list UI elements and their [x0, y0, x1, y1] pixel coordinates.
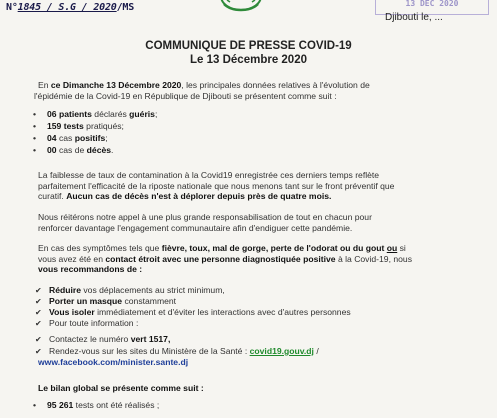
para2-line1: La faiblesse de taux de contamination à la Covid19 enregistrée ces derniers temps reflète	[38, 170, 380, 180]
intro-date: ce Dimanche 13 Décembre 2020	[50, 80, 182, 90]
contact-item	[35, 346, 319, 358]
intro-text-1: En	[38, 80, 51, 90]
bilan-heading	[38, 383, 478, 394]
city-date-line: Djibouti le, ...	[385, 12, 443, 23]
para4-contact: contact étroit avec une personne diagnostiquée positive	[105, 253, 336, 264]
ref-suffix: /MS	[116, 2, 135, 13]
rec-rest: Pour toute information :	[49, 318, 139, 328]
rec-rest: vos déplacements au strict minimum,	[81, 285, 225, 295]
intro-text-3: l'épidémie de la Covid-19 en République de Djibouti se présentent comme suit :	[34, 90, 337, 101]
rec-bold: Porter un masque	[49, 296, 123, 306]
rec-bold: Vous isoler	[49, 307, 95, 317]
recommendation-item	[35, 307, 351, 319]
para3-line1: Nous réitérons notre appel à une plus grande responsabilisation de tout en chacun pour	[38, 212, 372, 222]
stat-end: .	[111, 145, 114, 155]
symptoms-paragraph	[38, 243, 478, 275]
received-date-stamp: 13 DEC 2020	[375, 0, 489, 15]
intro-paragraph	[34, 80, 478, 101]
checkmark-icon: ✔	[35, 319, 42, 328]
contact-item	[35, 334, 170, 346]
facebook-line	[38, 357, 478, 368]
bilan-title: Le bilan global se présente comme suit :	[38, 383, 204, 393]
para2-line3a: curatif.	[38, 191, 67, 201]
effectiveness-paragraph	[38, 170, 478, 202]
republic-emblem-icon	[218, 0, 264, 12]
checkmark-icon: ✔	[35, 335, 42, 344]
stat-strong: positifs	[74, 133, 106, 143]
reference-number	[6, 2, 134, 13]
checkmark-icon: ✔	[35, 297, 42, 306]
checkmark-icon: ✔	[35, 347, 42, 356]
green-number: vert 1517,	[130, 334, 171, 344]
covid-website-link[interactable]: covid19.gouv.dj	[249, 346, 314, 356]
recommendation-item	[35, 318, 138, 330]
para4-si: si	[397, 243, 406, 253]
stat-num: 06 patients	[47, 109, 92, 119]
para4-symptoms: fièvre, toux, mal de gorge, perte de l'odorat ou du gout	[161, 243, 385, 253]
stat-mid: déclarés	[91, 109, 130, 119]
stat-item: • 04 cas positifs;	[33, 133, 108, 143]
ref-prefix: N°	[6, 2, 18, 13]
bilan-num: 95 261	[47, 400, 74, 410]
para4-text2: vous avez été en	[38, 253, 106, 264]
para4-text: En cas des symptômes tels que	[38, 243, 162, 253]
bilan-rest: tests ont été réalisés ;	[73, 400, 160, 410]
stat-num: 00	[47, 145, 57, 155]
recommendation-item	[35, 285, 225, 297]
facebook-link[interactable]: www.facebook.com/minister.sante.dj	[38, 357, 189, 367]
stat-strong: guéris	[129, 109, 155, 119]
stat-num: 04	[47, 133, 57, 143]
rec-rest: immédiatement et d'éviter les interactions avec d'autres personnes	[94, 307, 351, 317]
para4-text3: à la Covid-19, nous	[335, 253, 412, 264]
contact-slash: /	[313, 346, 319, 356]
ref-handwritten: 1845 / S.G / 2020	[17, 2, 117, 13]
stat-end: ;	[154, 109, 158, 119]
rec-bold: Réduire	[49, 285, 81, 295]
para4-or: ou	[386, 243, 398, 253]
para3-line2: renforcer davantage l'engagement communautaire afin d'endiguer cette pandémie.	[38, 222, 353, 233]
checkmark-icon: ✔	[35, 286, 42, 295]
intro-text-2: , les principales données relatives à l'évolution de	[181, 80, 370, 90]
stat-mid: pratiqués;	[83, 121, 124, 131]
para2-line2: parfaitement l'efficacité de la riposte nationale que nous menons tant sur le front préventif que	[38, 180, 395, 191]
stat-strong: décès	[86, 145, 112, 155]
stat-item: • 00 cas de décès.	[33, 145, 114, 155]
rec-rest: constamment	[122, 296, 177, 306]
contact-text: Rendez-vous sur les sites du Ministère de la Santé :	[49, 346, 250, 356]
stat-num: 159 tests	[47, 121, 84, 131]
bilan-item: • 95 261 tests ont été réalisés ;	[33, 400, 160, 410]
document-title: COMMUNIQUE DE PRESSE COVID-19	[145, 40, 352, 52]
document-date: Le 13 Décembre 2020	[190, 54, 307, 66]
para4-recommend: vous recommandons de :	[38, 264, 143, 274]
checkmark-icon: ✔	[35, 308, 42, 317]
contact-text: Contactez le numéro	[49, 334, 131, 344]
stat-end: ;	[105, 133, 108, 143]
stat-mid: cas	[56, 133, 75, 143]
stat-mid: cas de	[56, 145, 87, 155]
recommendation-item	[35, 296, 176, 308]
responsibility-paragraph	[38, 212, 478, 233]
stat-item: • 159 tests pratiqués;	[33, 121, 124, 131]
stat-item: • 06 patients déclarés guéris;	[33, 109, 158, 119]
para2-no-deaths: Aucun cas de décès n'est à déplorer depuis près de quatre mois.	[66, 191, 332, 201]
